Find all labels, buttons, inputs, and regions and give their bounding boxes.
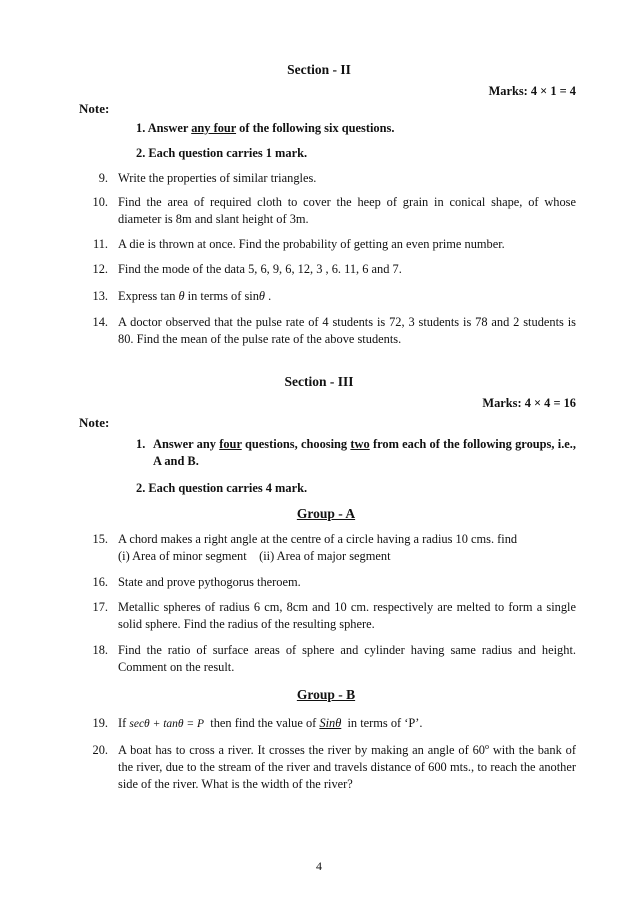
question-9-text: Write the properties of similar triangles. (118, 171, 317, 185)
question-15-text: A chord makes a right angle at the centre of a circle having a radius 10 cms. find (i) Area of minor segment (ii) Area of major segment (118, 532, 518, 563)
question-14-text: A doctor observed that the pulse rate of 4 students is 72, 3 students is 78 and 2 students is 80. Find the mean of the pulse rate of the above students. (118, 315, 576, 346)
question-number: 20. (92, 743, 108, 757)
group-b-title: Group - B (296, 687, 356, 702)
question-12-text: Find the mode of the data 5, 6, 9, 6, 12, 3 , 6. 11, 6 and 7. (118, 262, 402, 276)
question-number: 9. (98, 171, 108, 185)
question-11-text: A die is thrown at once. Find the probability of getting an even prime number. (118, 237, 505, 251)
section-3-note-1: 1. Answer any four questions, choosing two from each of the following groups, i.e., A and B. (136, 437, 576, 468)
section-2-note-2: 2. Each question carries 1 mark. (136, 146, 308, 160)
section-2-note-1: 1. Answer any four of the following six questions. (136, 121, 395, 135)
question-number: 19. (92, 716, 108, 730)
question-number: 18. (92, 643, 108, 657)
question-18-text: Find the ratio of surface areas of sphere and cylinder having same radius and height. Comment on the result. (118, 643, 576, 674)
question-number: 11. (92, 237, 108, 251)
question-19-text: If secθ + tanθ = P then find the value of Sinθ in terms of ‘P’. (118, 716, 423, 730)
sin-theta-symbol: Sinθ (319, 716, 342, 730)
group-a-title: Group - A (296, 506, 356, 521)
question-13-text: Express tan θ in terms of sinθ . (118, 289, 272, 303)
section-3-note-label: Note: (79, 415, 110, 430)
section-3-note-2: 2. Each question carries 4 mark. (136, 481, 308, 495)
page-number: 4 (316, 859, 322, 873)
question-17-text: Metallic spheres of radius 6 cm, 8cm and 10 cm. respectively are melted to form a single solid sphere. Find the radius of the resulting sphere. (118, 600, 576, 631)
question-number: 15. (92, 532, 108, 546)
section-2-marks: Marks: 4 × 1 = 4 (488, 84, 576, 98)
equation-sec-tan: secθ + tanθ = P (129, 718, 205, 730)
section-2-note-label: Note: (79, 101, 110, 116)
section-3-title: Section - III (284, 374, 354, 389)
question-number: 12. (92, 262, 108, 276)
question-number: 10. (92, 195, 108, 209)
question-16-text: State and prove pythogorus theroem. (118, 575, 301, 589)
question-number: 16. (92, 575, 108, 589)
question-number: 14. (92, 315, 108, 329)
question-number: 17. (92, 600, 108, 614)
section-3-marks: Marks: 4 × 4 = 16 (482, 396, 576, 410)
question-number: 13. (92, 289, 108, 303)
question-20-text: A boat has to cross a river. It crosses the river by making an angle of 60$^o$ with the bank of the river, due to the stream of the river and travels distance of 600 mts., to reach the another side of the river. What is the width of the river? (118, 741, 577, 791)
question-10-text: Find the area of required cloth to cover the heep of grain in conical shape, of whose diameter is 8m and slant height of 3m. (118, 195, 576, 226)
section-2-title: Section - II (287, 62, 351, 77)
